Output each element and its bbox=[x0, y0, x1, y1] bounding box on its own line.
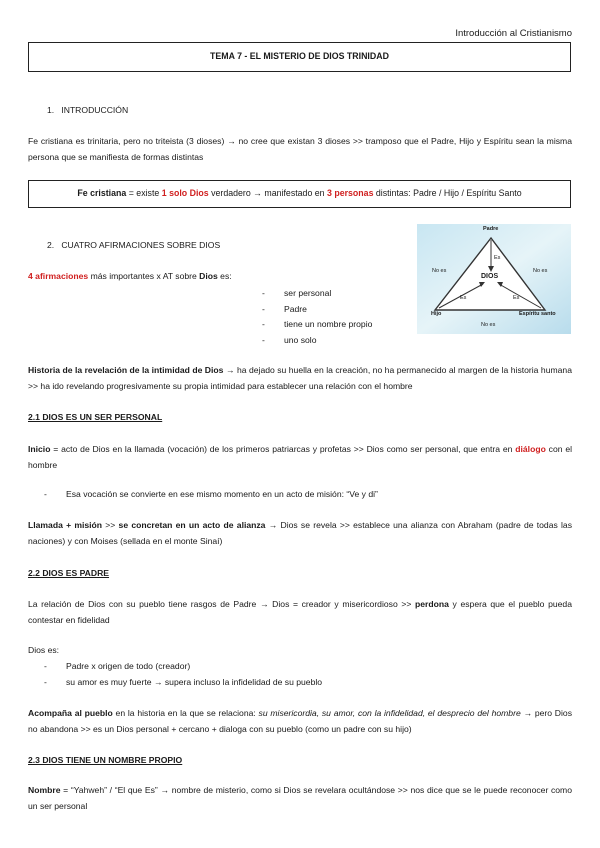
diagram-label-top: Padre bbox=[483, 226, 499, 232]
list-item: - Padre x origen de todo (creador) bbox=[44, 659, 322, 675]
section-heading-2: 2. CUATRO AFIRMACIONES SOBRE DIOS bbox=[47, 240, 221, 250]
history-paragraph: Historia de la revelación de la intimidad de Dios → ha dejado su huella en la creación, no ha permanecido al margen de la historia humana >> ha ido revelando progresivamente su propia intimidad para establecer una relación con el hombre bbox=[28, 365, 572, 391]
diagram-label-no-right: No es bbox=[533, 268, 548, 274]
llamada-paragraph: Llamada + misión >> se concretan en un acto de alianza → Dios se revela >> establece una alianza con Abraham (padre de todas las naciones) y con Moises (sellada en el monte Sinaí) bbox=[28, 520, 572, 546]
list-item: - uno solo bbox=[262, 333, 372, 349]
page-title: TEMA 7 - EL MISTERIO DE DIOS TRINIDAD bbox=[28, 42, 571, 72]
trinity-diagram bbox=[417, 224, 571, 334]
list-item: - tiene un nombre propio bbox=[262, 317, 372, 333]
acompana-paragraph: Acompaña al pueblo en la historia en la que se relaciona: su misericordia, su amor, con la infidelidad, el desprecio del hombre → pero Dios no abandona >> es un Dios personal + cercano + dialoga con su pueblo (como un padre con su hijo) bbox=[28, 708, 572, 734]
vocation-list bbox=[44, 487, 378, 503]
list-item: - Padre bbox=[262, 302, 372, 318]
diagram-label-es-left: Es bbox=[460, 295, 467, 301]
list-item: - ser personal bbox=[262, 286, 372, 302]
list-item: - su amor es muy fuerte → supera incluso la infidelidad de su pueblo bbox=[44, 675, 322, 691]
subsection-heading-2-3: 2.3 DIOS TIENE UN NOMBRE PROPIO bbox=[28, 755, 183, 765]
diagram-label-no-bottom: No es bbox=[481, 322, 496, 328]
subsection-heading-2-1: 2.1 DIOS ES UN SER PERSONAL bbox=[28, 412, 163, 422]
diagram-label-no-left: No es bbox=[432, 268, 447, 274]
father-list bbox=[44, 659, 322, 690]
diagram-label-es-right: Es bbox=[513, 295, 520, 301]
affirmations-list bbox=[262, 286, 372, 348]
diagram-label-center: DIOS bbox=[481, 273, 499, 280]
diagram-label-right: Espíritu santo bbox=[519, 311, 556, 317]
father-paragraph: La relación de Dios con su pueblo tiene rasgos de Padre → Dios = creador y misericordioso >> perdona y espera que el pueblo pueda contestar en fidelidad bbox=[28, 599, 572, 625]
highlight-box: Fe cristiana = existe 1 solo Dios verdadero → manifestado en 3 personas distintas: Padre / Hijo / Espíritu Santo bbox=[28, 180, 571, 208]
list-item: - Esa vocación se convierte en ese mismo momento en un acto de misión: “Ve y di” bbox=[44, 487, 378, 503]
subsection-heading-2-2: 2.2 DIOS ES PADRE bbox=[28, 568, 110, 578]
diagram-label-es-top: Es bbox=[494, 255, 501, 261]
dios-es-label: Dios es: bbox=[28, 645, 60, 655]
diagram-label-left: Hijo bbox=[431, 311, 442, 317]
inicio-paragraph: Inicio = acto de Dios en la llamada (vocación) de los primeros patriarcas y profetas >> Dios como ser personal, que entra en diálogo con el hombre bbox=[28, 444, 573, 470]
nombre-paragraph: Nombre = “Yahweh” / “El que Es” → nombre de misterio, como si Dios se revelara ocultándose >> nos dice que se le puede reconocer como un ser personal bbox=[28, 785, 572, 811]
course-header: Introducción al Cristianismo bbox=[455, 28, 572, 39]
intro-paragraph: Fe cristiana es trinitaria, pero no triteista (3 dioses) → no cree que existan 3 dioses >> tramposo que el Padre, Hijo y Espíritu sean la misma persona que se manifiesta de formas distintas bbox=[28, 136, 572, 162]
section-heading-1: 1. INTRODUCCIÓN bbox=[47, 105, 129, 115]
affirmations-intro: 4 afirmaciones más importantes x AT sobre Dios es: bbox=[28, 271, 232, 281]
